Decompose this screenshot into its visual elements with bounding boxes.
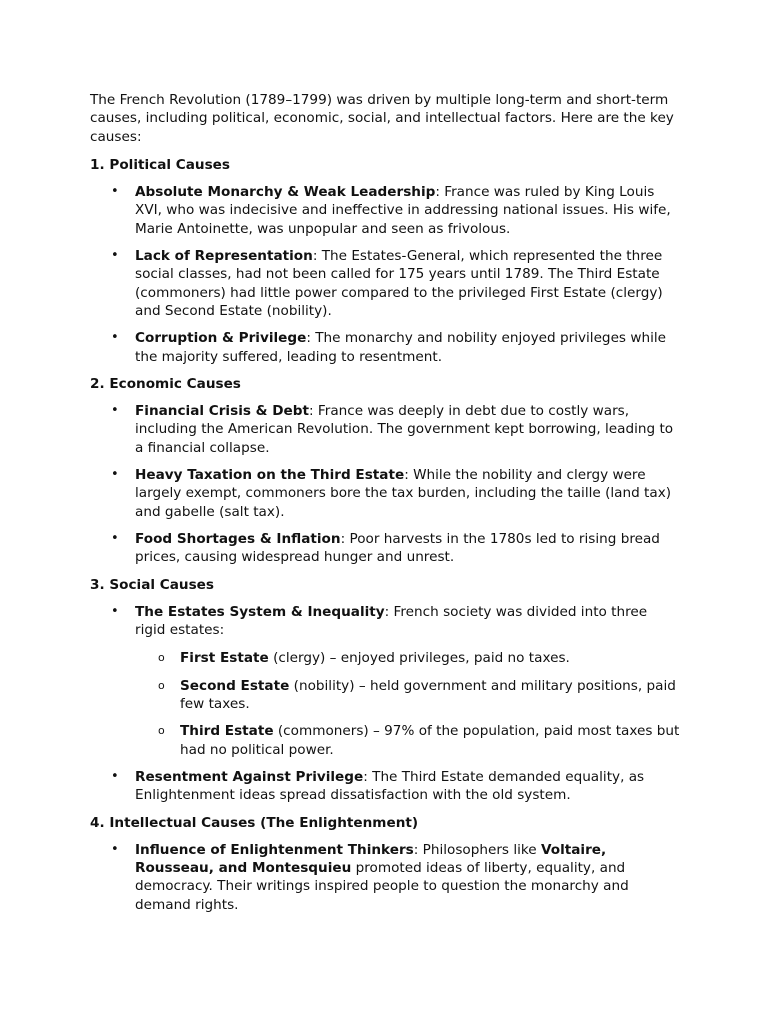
section-heading-social: 3. Social Causes (90, 576, 214, 593)
item-title: Food Shortages & Inflation (135, 530, 341, 547)
economic-causes-list (90, 402, 680, 566)
sub-list-item (135, 722, 680, 759)
sub-item-text: (nobility) – held government and military positions, paid few taxes. (180, 677, 676, 713)
sub-bullet-icon: o (158, 724, 165, 738)
item-title: Corruption & Privilege (135, 330, 307, 347)
item-text: : French society was divided into three rigid estates: (135, 603, 648, 639)
sub-bullet-icon: o (158, 651, 165, 665)
item-title: The Estates System & Inequality (135, 603, 385, 620)
bullet-icon: • (111, 184, 119, 200)
bullet-icon: • (111, 403, 119, 419)
sub-item-text: (commoners) – 97% of the population, paid most taxes but had no political power. (180, 723, 680, 758)
section-heading-economic: 2. Economic Causes (90, 375, 241, 392)
document-page (90, 91, 680, 923)
bullet-icon: • (111, 768, 119, 784)
sub-list-item (135, 649, 680, 667)
bullet-icon: • (111, 530, 119, 546)
intellectual-causes-list (90, 841, 680, 914)
list-item (90, 247, 680, 320)
item-text: : The monarchy and nobility enjoyed privileges while the majority suffered, leading to resentment. (135, 330, 666, 365)
item-text: : France was deeply in debt due to costly wars, including the American Revolution. The government kept borrowing, leading to a financial collapse. (135, 403, 674, 456)
item-title: Lack of Representation (135, 248, 313, 265)
item-text: : Philosophers like (413, 841, 541, 858)
item-text: : Poor harvests in the 1780s led to rising bread prices, causing widespread hunger and unrest. (135, 530, 660, 566)
item-title: Absolute Monarchy & Weak Leadership (135, 184, 436, 201)
sub-bullet-icon: o (158, 678, 165, 692)
item-title: Heavy Taxation on the Third Estate (135, 467, 405, 484)
item-text-continued: promoted ideas of liberty, equality, and democracy. Their writings inspired people to question the monarchy and demand rights. (135, 860, 629, 913)
list-item (90, 603, 680, 759)
item-title: Resentment Against Privilege (135, 768, 364, 785)
list-item (90, 768, 680, 805)
social-causes-list (90, 603, 680, 805)
bullet-icon: • (111, 603, 119, 619)
sub-item-title: Third Estate (180, 723, 274, 740)
sub-item-title: First Estate (180, 650, 269, 667)
list-item (90, 841, 680, 914)
section-heading-intellectual: 4. Intellectual Causes (The Enlightenment) (90, 814, 419, 831)
item-title: Influence of Enlightenment Thinkers (135, 841, 414, 858)
list-item (90, 466, 680, 521)
sub-item-text: (clergy) – enjoyed privileges, paid no taxes. (268, 650, 570, 667)
list-item (90, 329, 680, 366)
list-item (90, 402, 680, 457)
item-text: : The Estates-General, which represented the three social classes, had not been called for 175 years until 1789. The Third Estate (commoners) had little power compared to the privileged First Estate (clergy) and Second Estate (nobility). (135, 248, 663, 319)
sub-item-title: Second Estate (180, 677, 290, 694)
bullet-icon: • (111, 841, 119, 857)
philosophers-emphasis: Voltaire, Rousseau, and Montesquieu (135, 841, 607, 877)
bullet-icon: • (111, 330, 119, 346)
list-item (90, 183, 680, 238)
intro-paragraph: The French Revolution (1789–1799) was driven by multiple long-term and short-term causes, including political, economic, social, and intellectual factors. Here are the key causes: (90, 92, 674, 145)
bullet-icon: • (111, 248, 119, 264)
estates-sublist (135, 649, 680, 758)
section-heading-political: 1. Political Causes (90, 156, 230, 173)
item-text: : The Third Estate demanded equality, as Enlightenment ideas spread dissatisfaction with the old system. (135, 768, 645, 804)
item-text: : While the nobility and clergy were largely exempt, commoners bore the tax burden, including the taille (land tax) and gabelle (salt tax). (135, 467, 672, 520)
list-item (90, 530, 680, 567)
political-causes-list (90, 183, 680, 366)
item-title: Financial Crisis & Debt (135, 403, 309, 420)
bullet-icon: • (111, 467, 119, 483)
item-text: : France was ruled by King Louis XVI, who was indecisive and ineffective in addressing national issues. His wife, Marie Antoinette, was unpopular and seen as frivolous. (135, 184, 671, 237)
sub-list-item (135, 677, 680, 714)
